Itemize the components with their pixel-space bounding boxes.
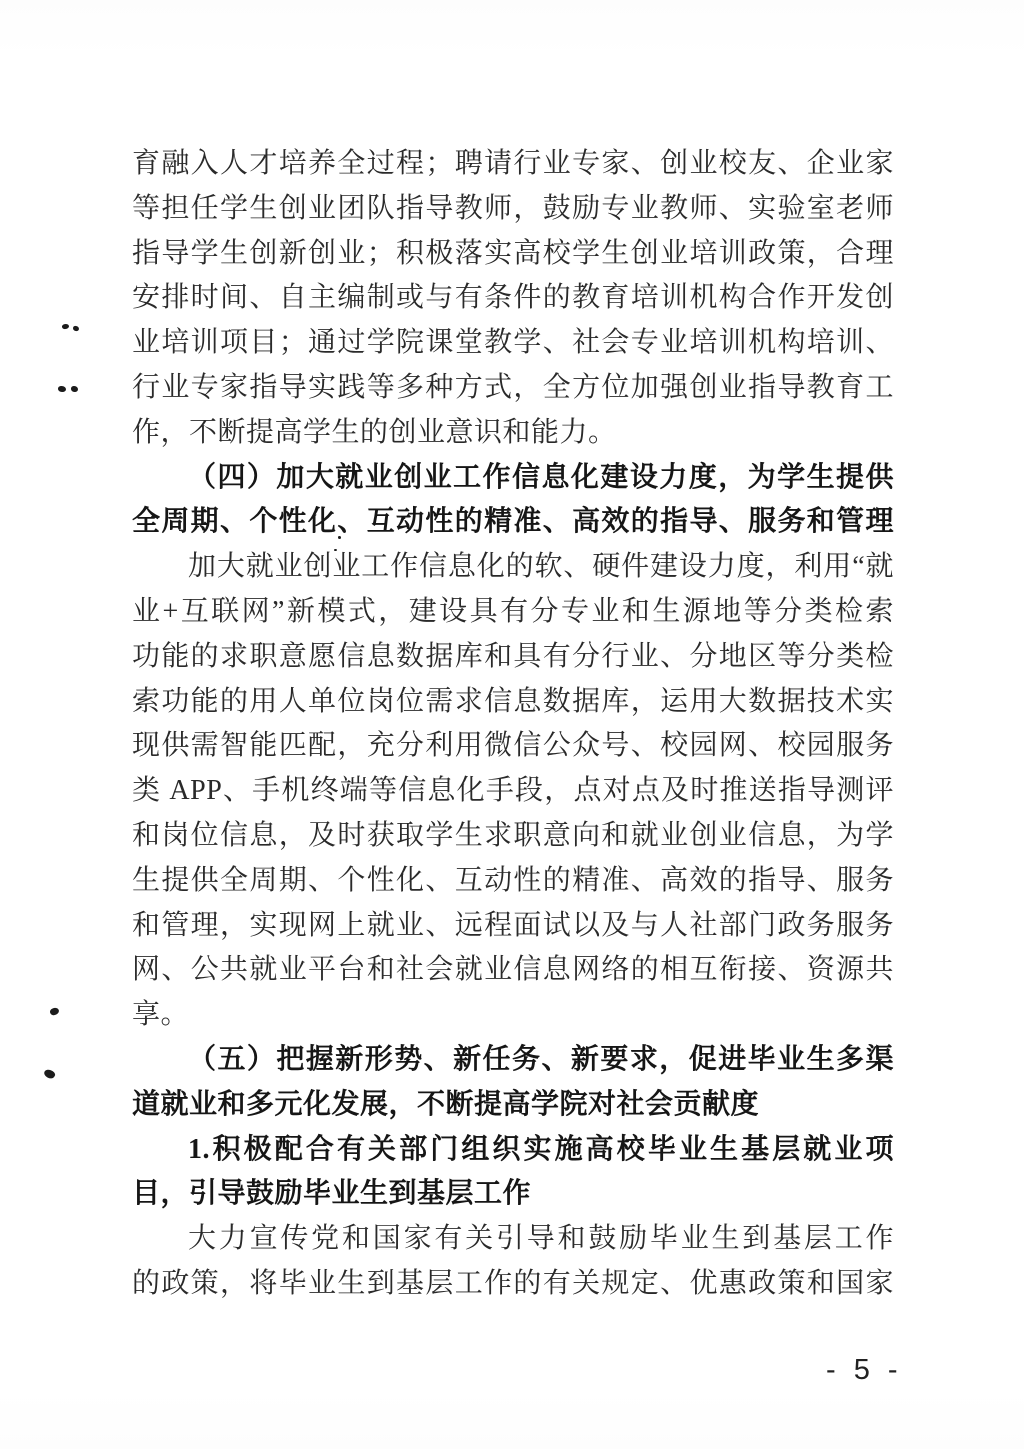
text-line: 指导学生创新创业；积极落实高校学生创业培训政策，合理	[132, 237, 894, 269]
text-line: 业培训项目；通过学院课堂教学、社会专业培训机构培训、	[132, 327, 894, 359]
text-line: 作，不断提高学生的创业意识和能力。	[132, 416, 617, 448]
text-line: 全周期、个性化、互动性的精准、高效的指导、服务和管理	[132, 506, 894, 538]
ink-speck	[61, 323, 69, 330]
text-line: （五）把握新形势、新任务、新要求，促进毕业生多渠	[188, 1043, 894, 1075]
text-line: 现供需智能匹配，充分利用微信公众号、校园网、校园服务	[132, 730, 894, 762]
text-line: 加大就业创业工作信息化的软、硬件建设力度，利用“就	[188, 551, 894, 583]
text-line: 功能的求职意愿信息数据库和具有分行业、分地区等分类检	[132, 640, 894, 672]
text-line: 行业专家指导实践等多种方式，全方位加强创业指导教育工	[132, 371, 894, 403]
text-line: 和岗位信息，及时获取学生求职意向和就业创业信息，为学	[132, 819, 894, 851]
text-line: 索功能的用人单位岗位需求信息数据库，运用大数据技术实	[132, 685, 894, 717]
ink-speck	[43, 1068, 57, 1080]
text-line: 的政策，将毕业生到基层工作的有关规定、优惠政策和国家	[132, 1267, 894, 1299]
text-line: 大力宣传党和国家有关引导和鼓励毕业生到基层工作	[188, 1223, 894, 1255]
text-line: 网、公共就业平台和社会就业信息网络的相互衔接、资源共	[132, 954, 894, 986]
text-line: 业+互联网”新模式，建设具有分专业和生源地等分类检索	[132, 595, 894, 627]
text-line: 1.积极配合有关部门组织实施高校毕业生基层就业项	[188, 1133, 894, 1165]
text-line: 享。	[132, 999, 190, 1031]
ink-speck	[71, 386, 78, 392]
text-line: 目，引导鼓励毕业生到基层工作	[132, 1178, 532, 1210]
text-line: 类 APP、手机终端等信息化手段，点对点及时推送指导测评	[132, 775, 894, 807]
text-line: （四）加大就业创业工作信息化建设力度，为学生提供	[188, 461, 894, 493]
ink-speck	[73, 326, 80, 332]
text-line: 道就业和多元化发展，不断提高学院对社会贡献度	[132, 1088, 760, 1120]
text-line: 育融入人才培养全过程；聘请行业专家、创业校友、企业家	[132, 148, 894, 179]
text-line: 安排时间、自主编制或与有条件的教育培训机构合作开发创	[132, 282, 894, 314]
ink-speck	[58, 386, 66, 392]
page-number: - 5 -	[826, 1354, 903, 1386]
text-line: 和管理，实现网上就业、远程面试以及与人社部门政务服务	[132, 909, 894, 941]
text-line: 生提供全周期、个性化、互动性的精准、高效的指导、服务	[132, 864, 894, 896]
text-line: 等担任学生创业团队指导教师，鼓励专业教师、实验室老师	[132, 192, 894, 224]
document-text-block	[132, 142, 894, 1307]
ink-speck	[49, 1006, 60, 1016]
